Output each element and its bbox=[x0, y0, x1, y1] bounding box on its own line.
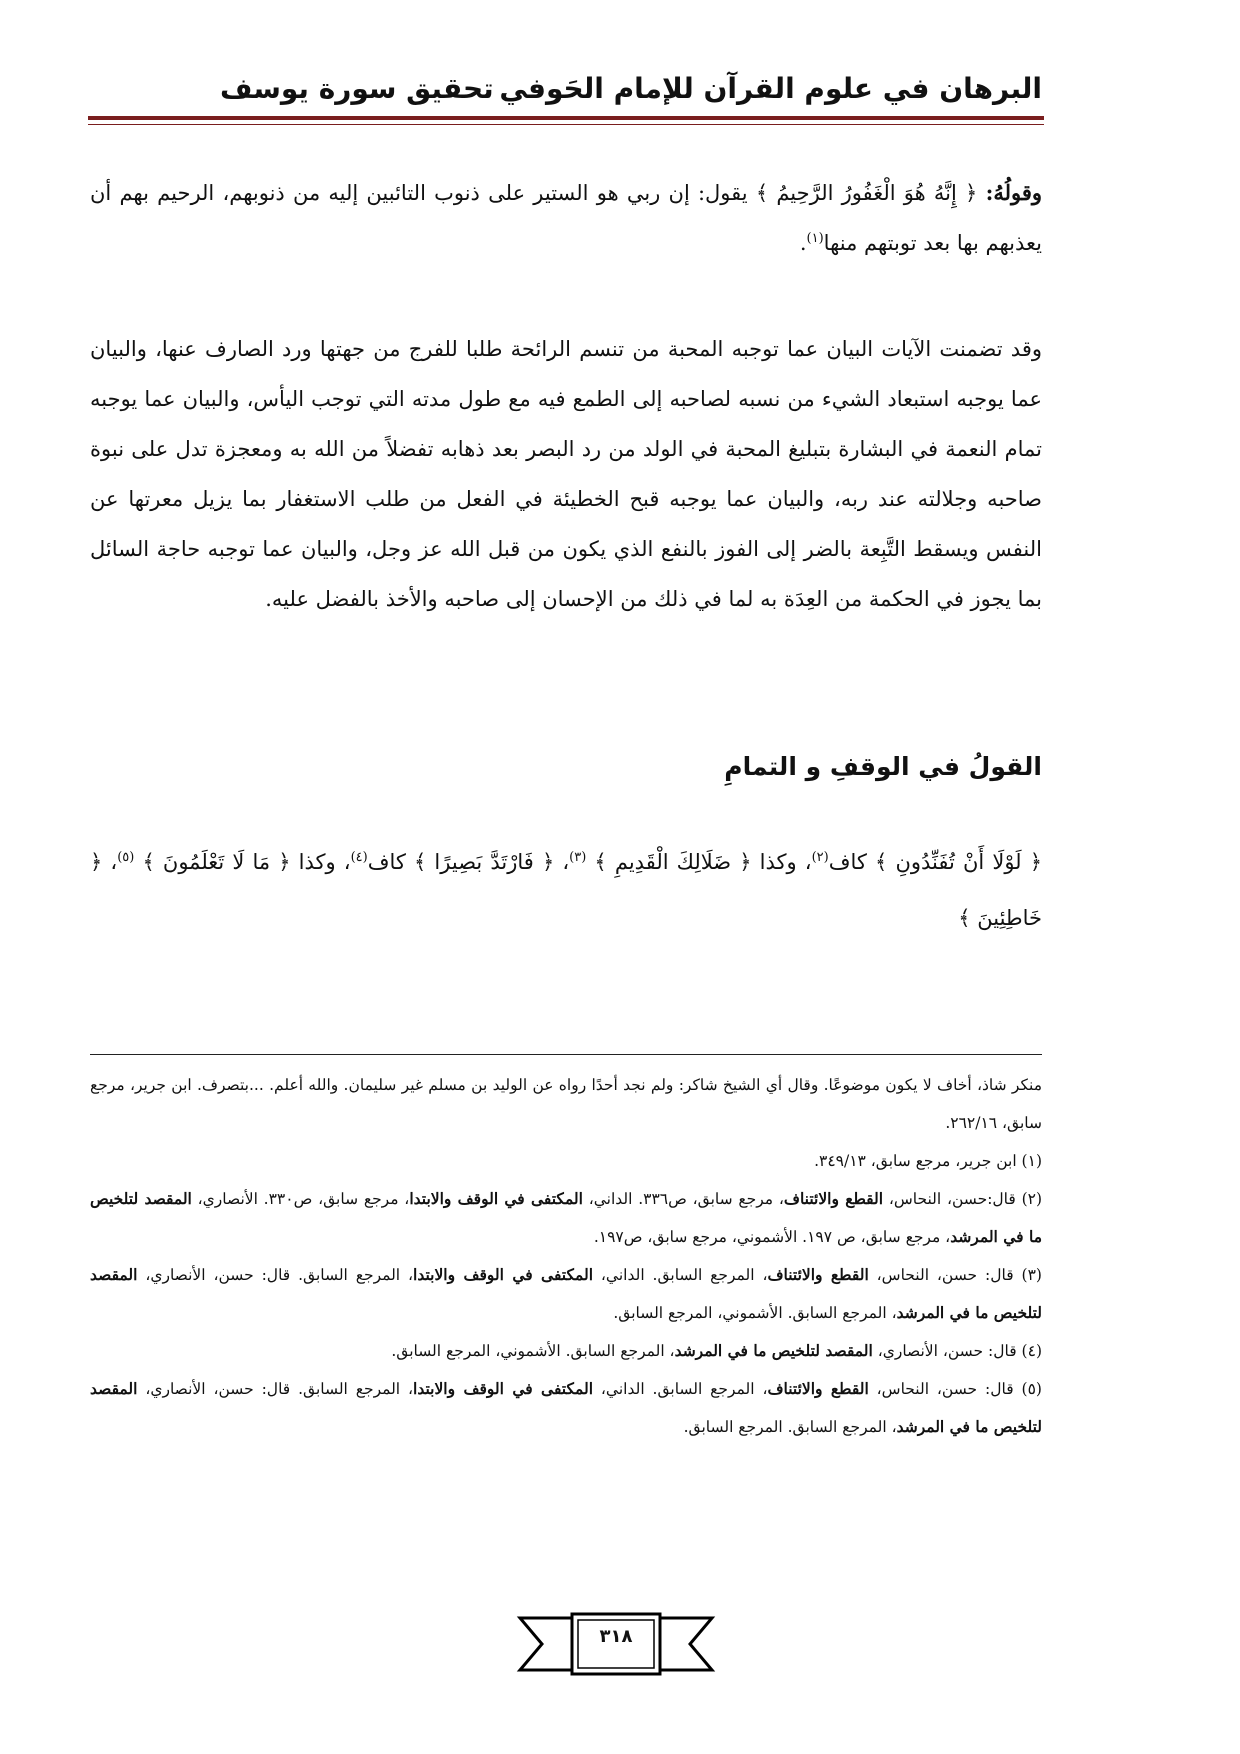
footnote-ref[interactable]: (٥) bbox=[117, 850, 135, 865]
paragraph-text: ﴿ إِنَّهُ هُوَ الْغَفُورُ الرَّحِيمُ ﴾ يقول: إن ربي هو الستير على ذنوب التائبين إليه من ذنوبهم، الرحيم بهم أن يعذبهم بها بعد توبتهم منها bbox=[90, 181, 1042, 255]
source-title: المكتفى في الوقف والابتدا bbox=[413, 1379, 594, 1398]
source-title: المقصد لتلخيص ما في المرشد bbox=[674, 1341, 873, 1360]
book-title: البرهان في علوم القرآن للإمام الحَوفي bbox=[499, 72, 1042, 105]
source-title: المقصد لتلخيص ما في المرشد bbox=[90, 1379, 1042, 1436]
page-number-ribbon bbox=[516, 1612, 716, 1676]
footnote-ref[interactable]: (٤) bbox=[350, 850, 368, 865]
footnote-2 bbox=[90, 1180, 1042, 1256]
footnote-text: (٣) قال: حسن، النحاس، bbox=[868, 1266, 1042, 1284]
verse-segment: ، ﴿ فَارْتَدَّ بَصِيرًا ﴾ كاف bbox=[367, 850, 570, 874]
page-number: ٣١٨ bbox=[599, 1626, 633, 1647]
verse-segment: ، وكذا ﴿ مَا لَا تَعْلَمُونَ ﴾ bbox=[134, 850, 351, 874]
footnote-text: ، مرجع سابق، ص٣٣٠. الأنصاري، bbox=[191, 1190, 410, 1208]
footnote-ref[interactable]: (١) bbox=[806, 231, 824, 246]
section-title: تحقيق سورة يوسف bbox=[220, 72, 494, 105]
footnote-text: (٢) قال:حسن، النحاس، bbox=[883, 1190, 1043, 1208]
source-title: المقصد لتلخيص ما في المرشد bbox=[90, 1265, 1042, 1322]
verse-segment: ، وكذا ﴿ ضَلَالِكَ الْقَدِيمِ ﴾ bbox=[586, 850, 812, 874]
source-title: القطع والائتناف bbox=[783, 1189, 884, 1208]
paragraph-end: . bbox=[799, 231, 807, 255]
verse-segment: ﴿ لَوْلَا أَنْ تُفَنِّدُونِ ﴾ كاف bbox=[828, 850, 1042, 874]
header-rule-thin bbox=[88, 124, 1044, 125]
footnote-text: (٥) قال: حسن، النحاس، bbox=[868, 1380, 1042, 1398]
footnote-separator bbox=[90, 1054, 1042, 1055]
footnote-text: ، المرجع السابق. الأشموني، المرجع السابق. bbox=[391, 1342, 675, 1360]
footnote-carryover: منكر شاذ، أخاف لا يكون موضوعًا. وقال أي الشيخ شاكر: ولم نجد أحدًا رواه عن الوليد بن مسلم غير سليمان. والله أعلم. ...بتصرف. ابن جرير، مرجع سابق، ٢٦٢/١٦. bbox=[90, 1076, 1042, 1132]
running-header bbox=[90, 72, 1042, 112]
footnote-text: ، المرجع السابق. قال: حسن، الأنصاري، bbox=[137, 1380, 414, 1398]
footnote-1: (١) ابن جرير، مرجع سابق، ٣٤٩/١٣. bbox=[814, 1152, 1042, 1170]
paragraph-lead: وقولُهُ: bbox=[985, 180, 1042, 205]
footnote-text: ، المرجع السابق. الداني، bbox=[593, 1380, 768, 1398]
header-rule bbox=[88, 116, 1044, 120]
paragraph-2: وقد تضمنت الآيات البيان عما توجبه المحبة من تنسم الرائحة طلبا للفرج من جهتها ورد الصارف عنها، والبيان عما يوجبه استبعاد الشيء من نسبه لصاحبه إلى الطمع فيه مع طول مدته التي توجب اليأس، والبيان عما يوجبه تمام النعمة في البشارة بتبليغ المحبة في الولد من رد البصر بعد ذهابه تفضلاً من الله به ومعجزة تدل على نبوة صاحبه وجلالته عند ربه، والبيان عما يوجبه قبح الخطيئة في الفعل من طلب الاستغفار بما يزيل معرتها عن النفس ويسقط التَّبِعة بالضر إلى الفوز بالنفع الذي يكون من قبل الله عز وجل، والبيان عما توجبه حاجة السائل بما يجوز في الحكمة من العِدَة به لما في ذلك من الإحسان إلى صاحبه والأخذ بالفضل عليه. bbox=[90, 337, 1042, 611]
footnote-text: ، مرجع سابق، ص ١٩٧. الأشموني، مرجع سابق، ص١٩٧. bbox=[593, 1228, 951, 1246]
footnote-text: ، المرجع السابق. الأشموني، المرجع السابق. bbox=[613, 1304, 897, 1322]
footnotes bbox=[90, 1066, 1042, 1446]
footnote-text: ، المرجع السابق. الداني، bbox=[593, 1266, 768, 1284]
paragraph-1 bbox=[90, 168, 1042, 268]
section-heading: القولُ في الوقفِ و التمامِ bbox=[724, 752, 1042, 781]
footnote-text: ، المرجع السابق. قال: حسن، الأنصاري، bbox=[137, 1266, 414, 1284]
footnote-text: ، مرجع سابق، ص٣٣٦. الداني، bbox=[582, 1190, 784, 1208]
footnote-ref[interactable]: (٢) bbox=[811, 850, 829, 865]
source-title: المقصد لتلخيص ما في المرشد bbox=[90, 1189, 1042, 1246]
footnote-5 bbox=[90, 1370, 1042, 1446]
source-title: القطع والائتناف bbox=[767, 1379, 869, 1398]
source-title: المكتفى في الوقف والابتدا bbox=[409, 1189, 583, 1208]
footnote-3 bbox=[90, 1256, 1042, 1332]
footnote-text: ، المرجع السابق. المرجع السابق. bbox=[683, 1418, 897, 1436]
footnote-text: (٤) قال: حسن، الأنصاري، bbox=[872, 1342, 1042, 1360]
footnote-4 bbox=[90, 1332, 1042, 1370]
source-title: القطع والائتناف bbox=[767, 1265, 869, 1284]
verse-segment: ، ﴿ خَاطِئِينَ ﴾ bbox=[90, 850, 1042, 930]
paragraph-3 bbox=[90, 834, 1042, 946]
source-title: المكتفى في الوقف والابتدا bbox=[413, 1265, 594, 1284]
footnote-ref[interactable]: (٣) bbox=[569, 850, 587, 865]
